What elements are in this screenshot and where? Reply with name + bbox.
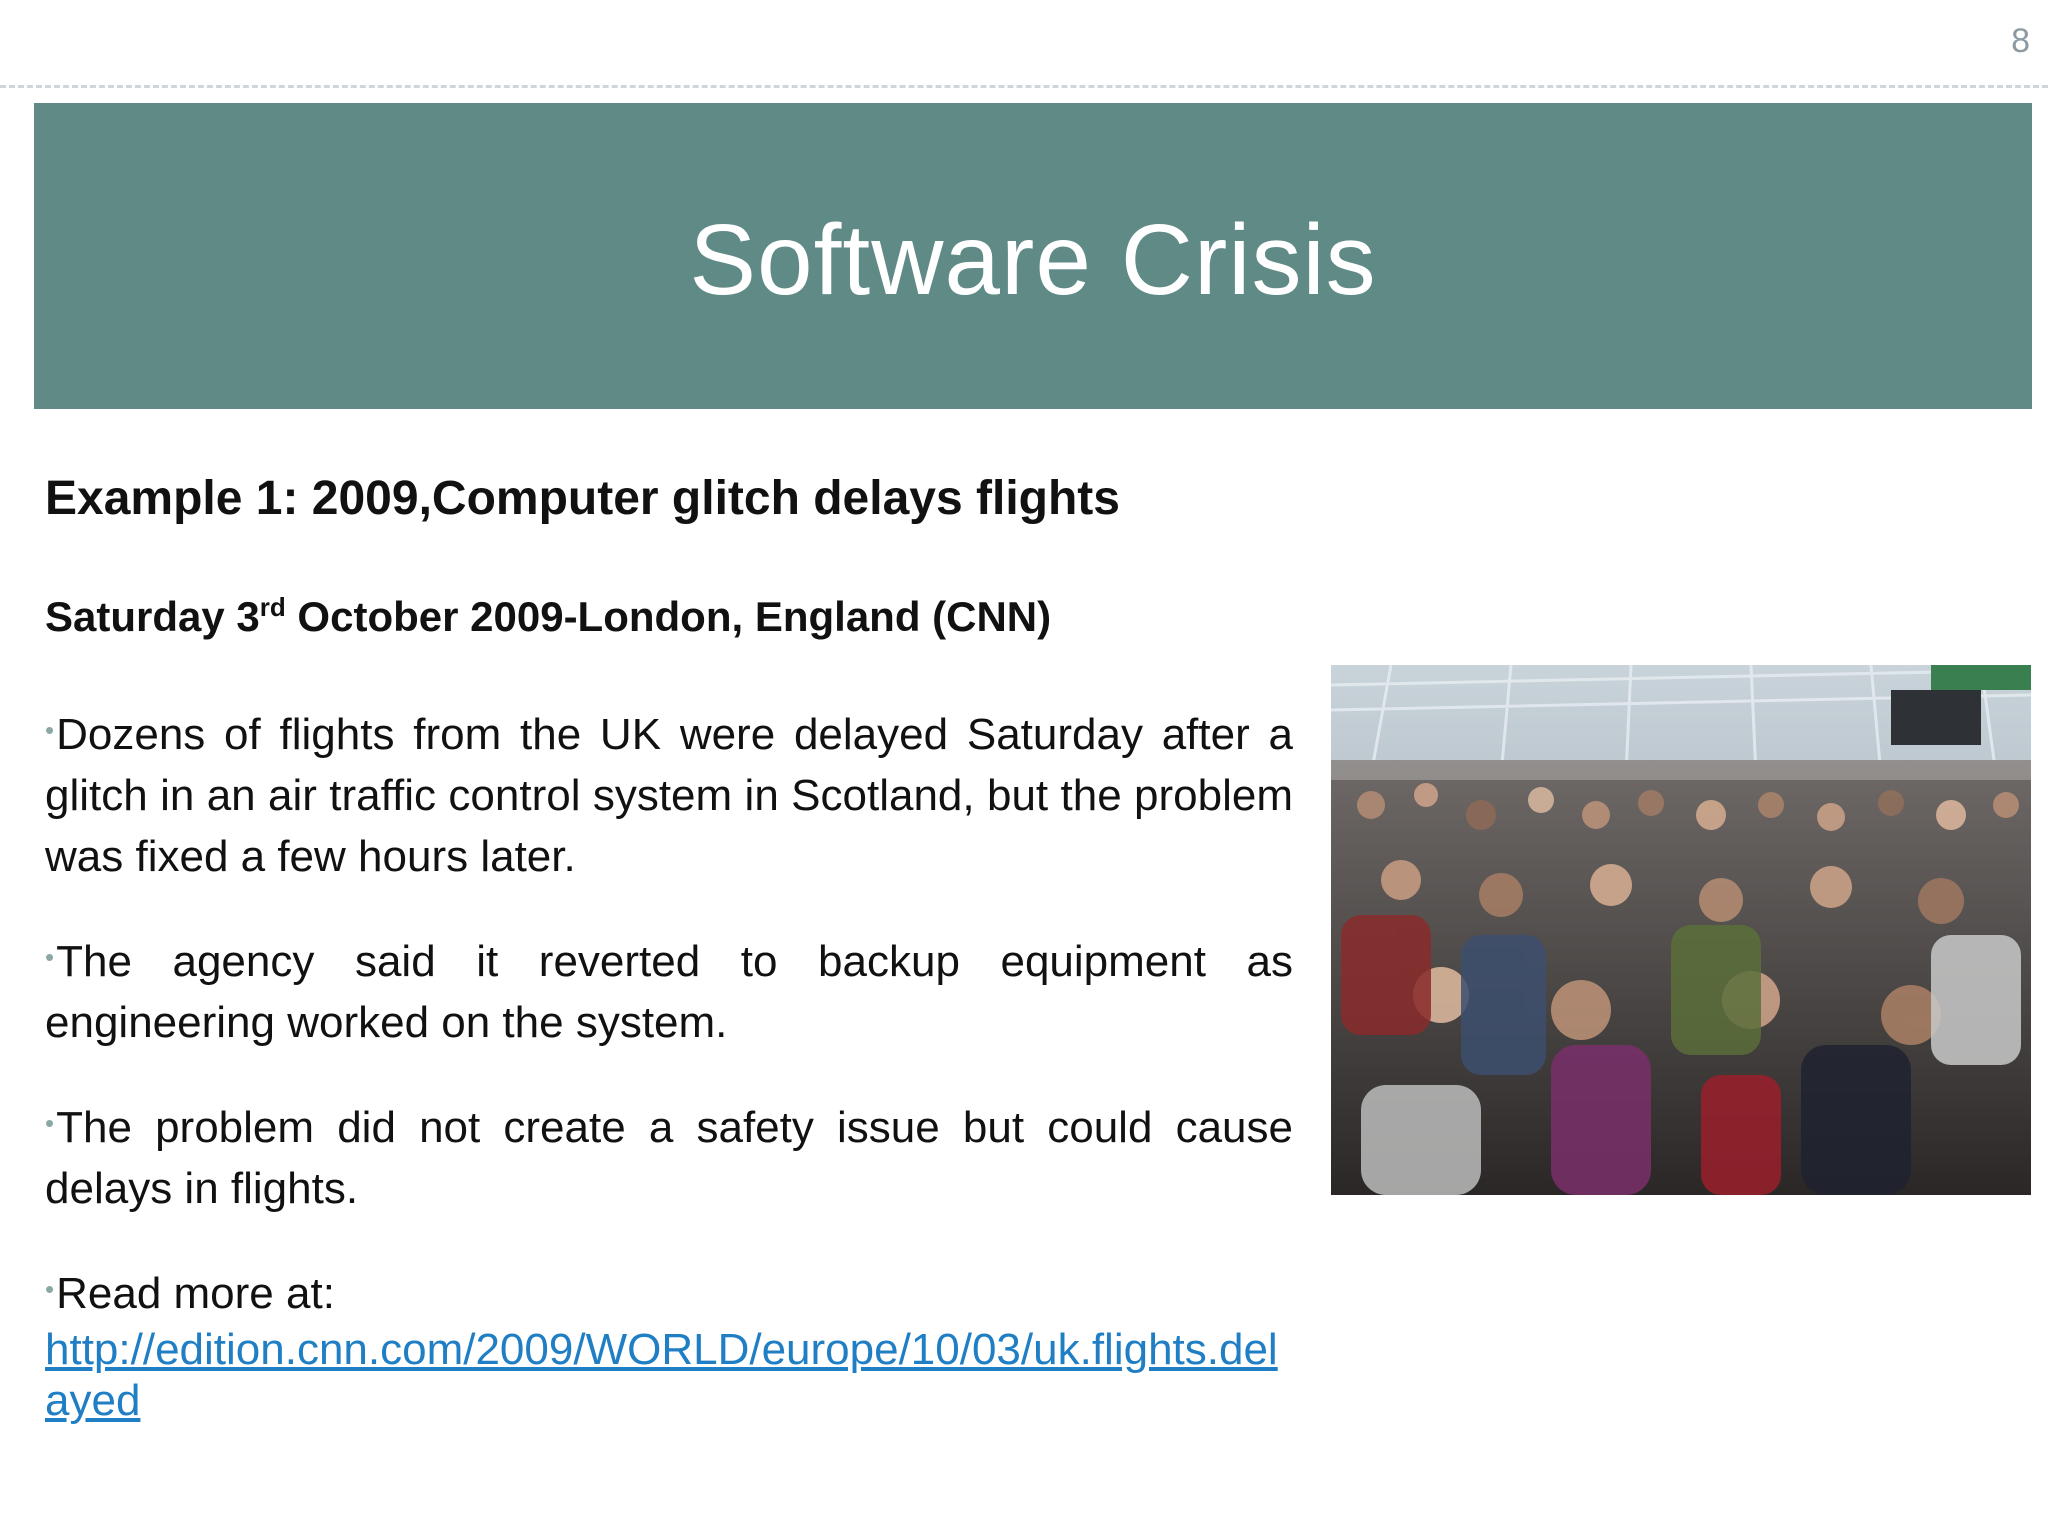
cnn-article-link[interactable]: http://edition.cnn.com/2009/WORLD/europe/10/03/uk.flights.delayed: [45, 1324, 1278, 1425]
title-banner: [34, 103, 2032, 409]
airport-crowd-photo: [1331, 665, 2031, 1195]
bullet-list: [45, 700, 1293, 1426]
airport-crowd-image: [1331, 665, 2031, 1195]
slide-title: Software Crisis: [689, 203, 1377, 316]
date-line-end: October 2009-London, England (CNN): [285, 592, 1052, 640]
bullet-item: [45, 700, 1293, 887]
example-heading: Example 1: 2009,Computer glitch delays flights: [45, 472, 1120, 525]
bullet-item: [45, 1259, 1293, 1324]
date-ordinal-suffix: rd: [259, 591, 286, 622]
bullet-text: The problem did not create a safety issue but could cause delays in flights.: [45, 1102, 1293, 1213]
bullet-text: Read more at:: [56, 1268, 335, 1318]
bullet-dot-icon: •: [45, 1273, 55, 1304]
bullet-item: [45, 1093, 1293, 1219]
bullet-text: Dozens of flights from the UK were delayed Saturday after a glitch in an air traffic control system in Scotland, but the problem was fixed a few hours later.: [45, 709, 1293, 881]
bullet-text: The agency said it reverted to backup equipment as engineering worked on the system.: [45, 936, 1293, 1047]
header-divider: [0, 85, 2048, 88]
slide-number: 8: [2011, 22, 2030, 60]
bullet-item: [45, 927, 1293, 1053]
slide-content: [45, 470, 1293, 1426]
date-line-start: Saturday 3: [45, 592, 260, 640]
bullet-dot-icon: •: [45, 941, 55, 972]
date-line: [45, 592, 1293, 642]
bullet-dot-icon: •: [45, 1107, 55, 1138]
bullet-dot-icon: •: [45, 714, 55, 745]
